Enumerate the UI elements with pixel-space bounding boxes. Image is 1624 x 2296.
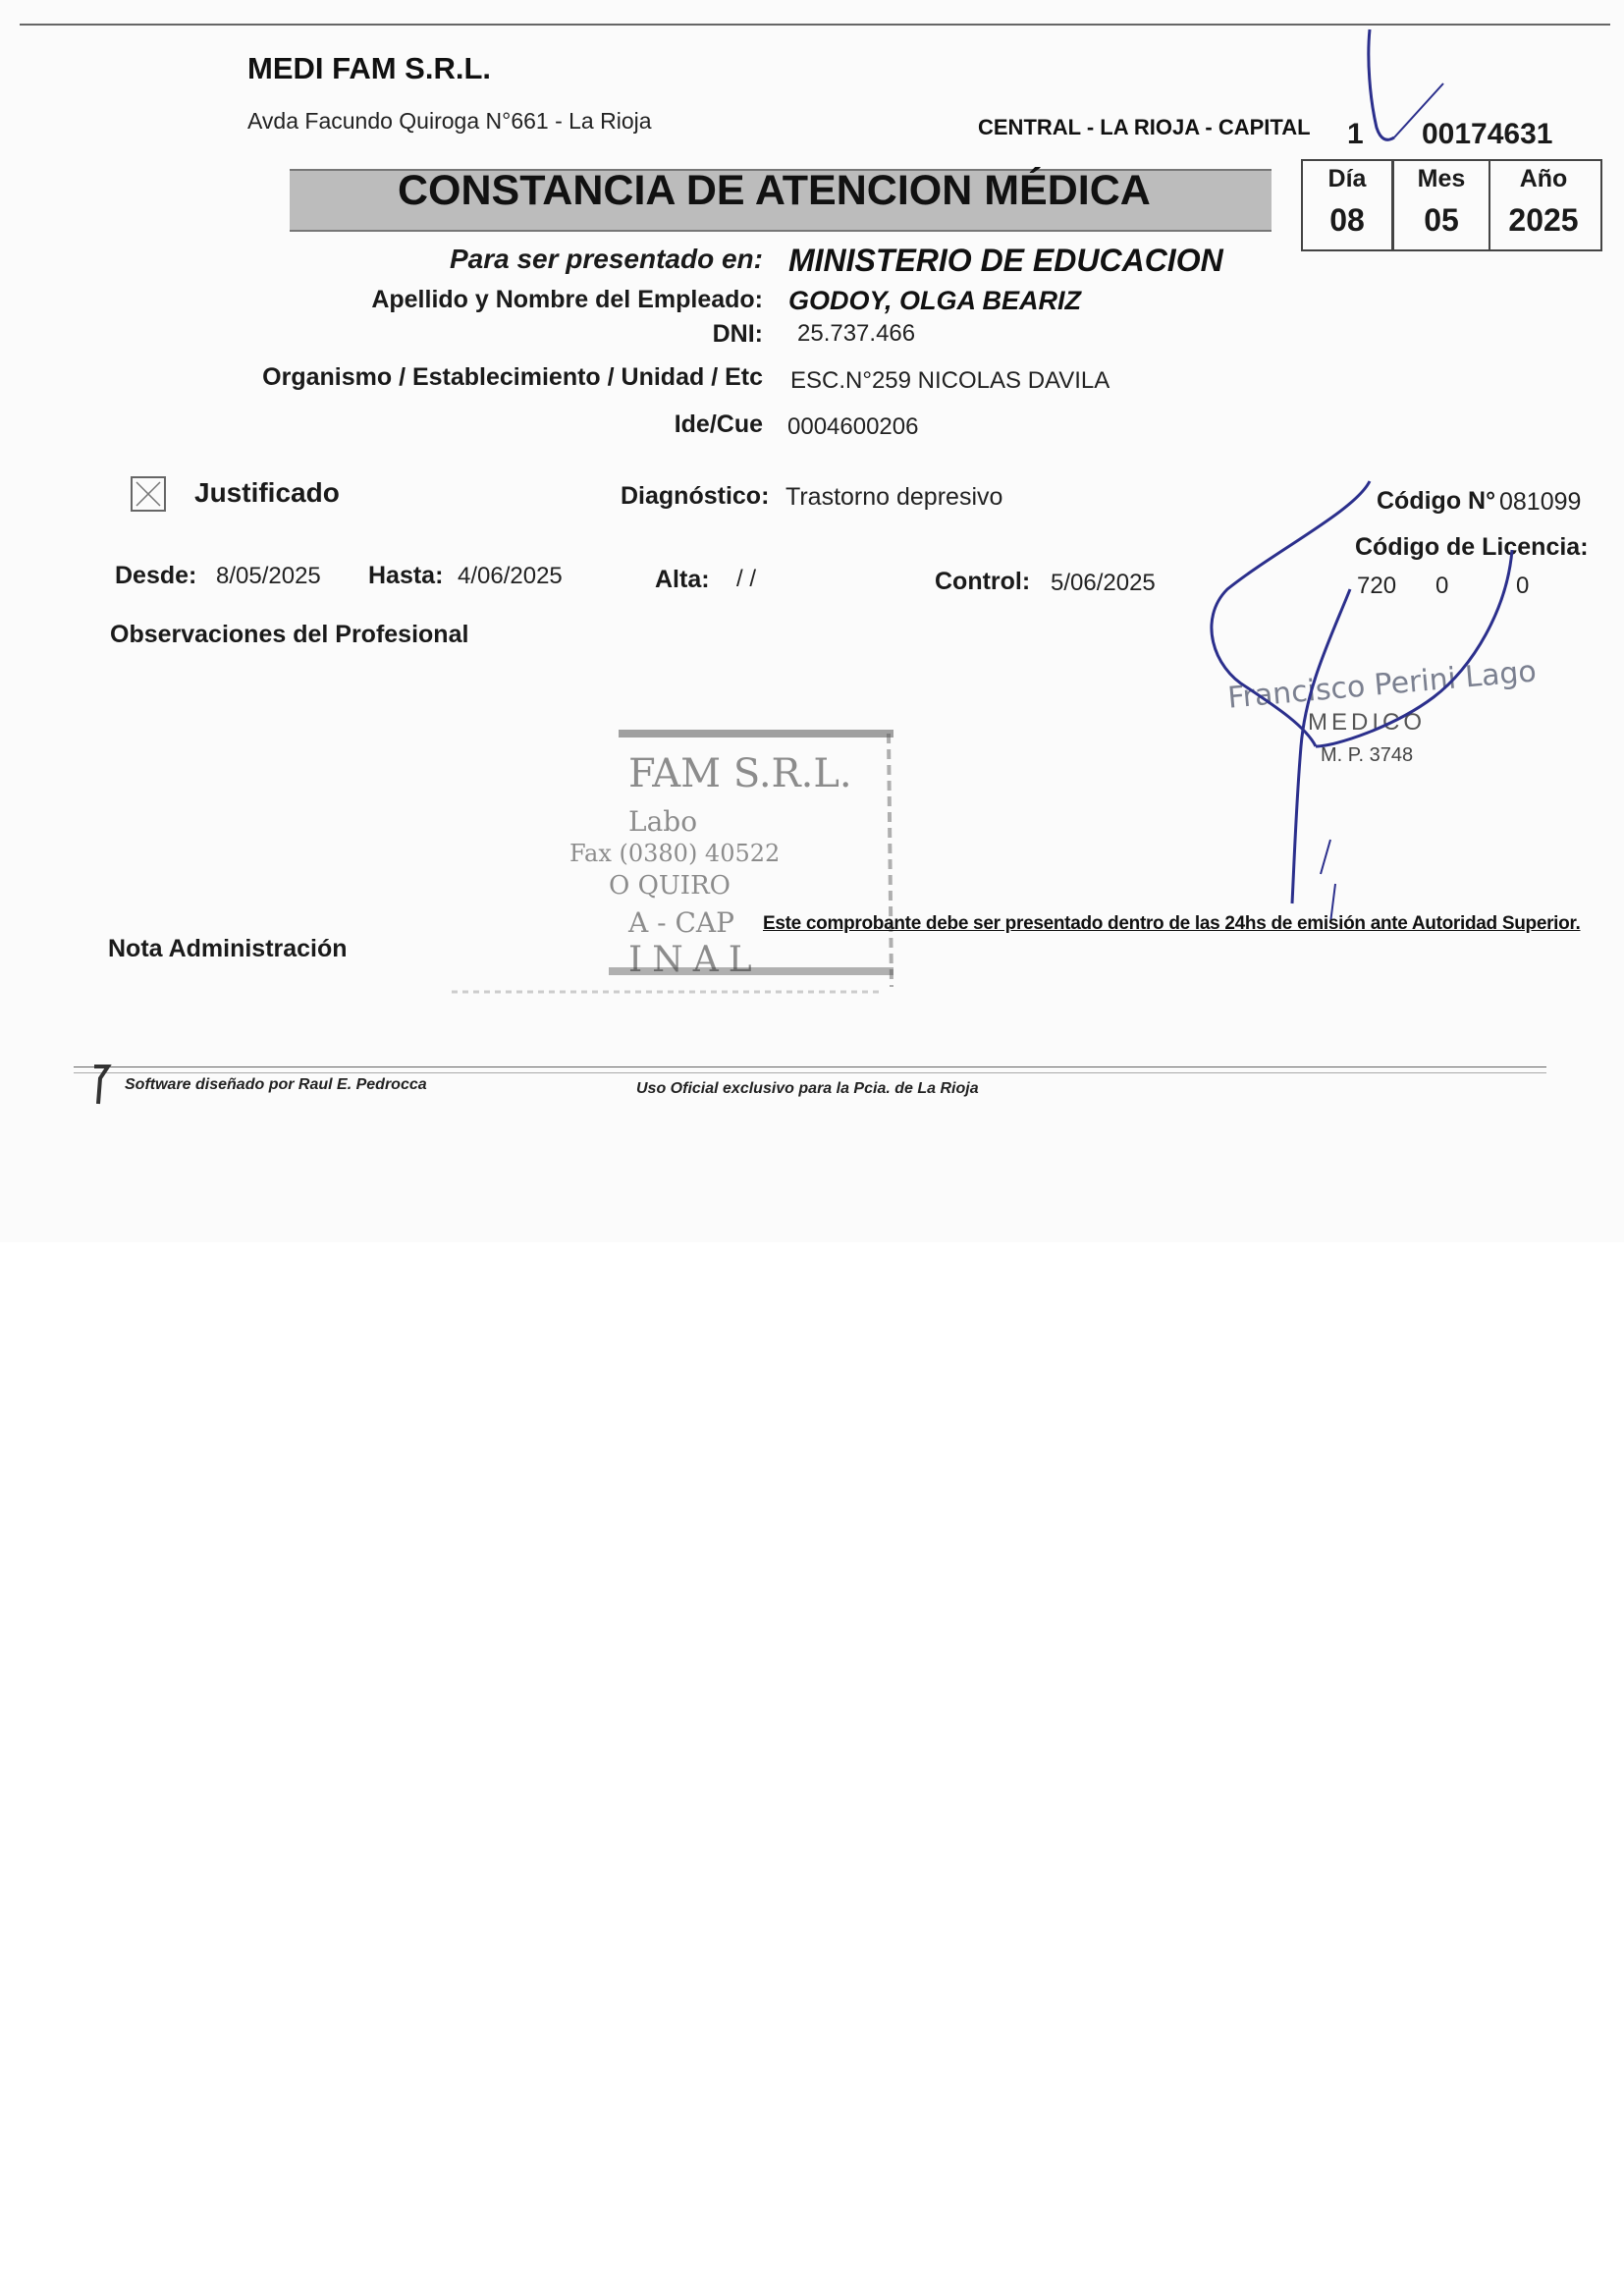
stamp-line-4: O QUIRO [609, 871, 731, 901]
nota-label: Nota Administración [108, 935, 348, 962]
hasta-value: 4/06/2025 [458, 563, 563, 589]
organismo-label: Organismo / Establecimiento / Unidad / Etc [262, 363, 763, 391]
diagnostico-value: Trastorno depresivo [785, 483, 1003, 511]
stamp-line-5: A - CAP [628, 906, 734, 939]
notice-text: Este comprobante debe ser presentado dentro de las 24hs de emisión ante Autoridad Superior. [763, 913, 1581, 934]
idecue-label: Ide/Cue [674, 410, 763, 438]
dni-value: 25.737.466 [797, 320, 916, 347]
day-label: Día [1327, 165, 1367, 192]
footer-rule-2 [74, 1072, 1546, 1073]
branch-label: CENTRAL - LA RIOJA - CAPITAL [978, 115, 1311, 139]
doctor-role: MEDICO [1308, 709, 1426, 736]
alta-label: Alta: [655, 566, 710, 593]
doctor-name: Francisco Perini Lago [1226, 654, 1539, 716]
stamp-line-1: FAM S.R.L. [628, 751, 852, 796]
pen-logo-icon [86, 1061, 114, 1108]
dni-label: DNI: [712, 320, 763, 348]
footer-rule [74, 1066, 1546, 1067]
hasta-label: Hasta: [368, 562, 444, 589]
codigo-label: Código N° [1377, 487, 1496, 515]
desde-label: Desde: [115, 562, 197, 589]
year-label: Año [1519, 165, 1568, 192]
control-value: 5/06/2025 [1051, 570, 1156, 596]
empleado-value: GODOY, OLGA BEARIZ [788, 286, 1082, 315]
doctor-license: M. P. 3748 [1321, 744, 1414, 766]
licencia-value-3: 0 [1516, 573, 1530, 599]
licencia-label: Código de Licencia: [1355, 533, 1589, 561]
codigo-value: 081099 [1499, 488, 1582, 516]
presentado-label: Para ser presentado en: [449, 244, 763, 274]
company-name: MEDI FAM S.R.L. [247, 51, 491, 85]
diagnostico-label: Diagnóstico: [621, 482, 770, 510]
desde-value: 8/05/2025 [216, 563, 321, 589]
observaciones-label: Observaciones del Profesional [110, 621, 469, 648]
year-value: 2025 [1508, 202, 1579, 238]
month-label: Mes [1417, 165, 1466, 192]
official-use-note: Uso Oficial exclusivo para la Pcia. de La Rioja [636, 1080, 979, 1097]
presentado-value: MINISTERIO DE EDUCACION [788, 243, 1223, 278]
stamp-line-3: Fax (0380) 40522 [569, 840, 781, 867]
idecue-value: 0004600206 [787, 413, 919, 440]
serial-prefix: 1 [1347, 118, 1364, 150]
company-address: Avda Facundo Quiroga N°661 - La Rioja [247, 108, 652, 134]
month-value: 05 [1424, 202, 1459, 238]
day-value: 08 [1329, 202, 1365, 238]
serial-number: 00174631 [1422, 118, 1553, 150]
stamp-line-2: Labo [628, 805, 698, 838]
licencia-value-1: 720 [1357, 573, 1397, 599]
licencia-value-2: 0 [1435, 573, 1449, 599]
organismo-value: ESC.N°259 NICOLAS DAVILA [790, 367, 1110, 394]
software-credit: Software diseñado por Raul E. Pedrocca [125, 1076, 427, 1093]
control-label: Control: [935, 568, 1031, 595]
document-title: CONSTANCIA DE ATENCION MÉDICA [398, 167, 1151, 214]
alta-value: / / [736, 566, 757, 592]
empleado-label: Apellido y Nombre del Empleado: [371, 286, 763, 313]
justificado-label: Justificado [194, 477, 340, 508]
stamp-line-6: INAL [628, 940, 762, 980]
